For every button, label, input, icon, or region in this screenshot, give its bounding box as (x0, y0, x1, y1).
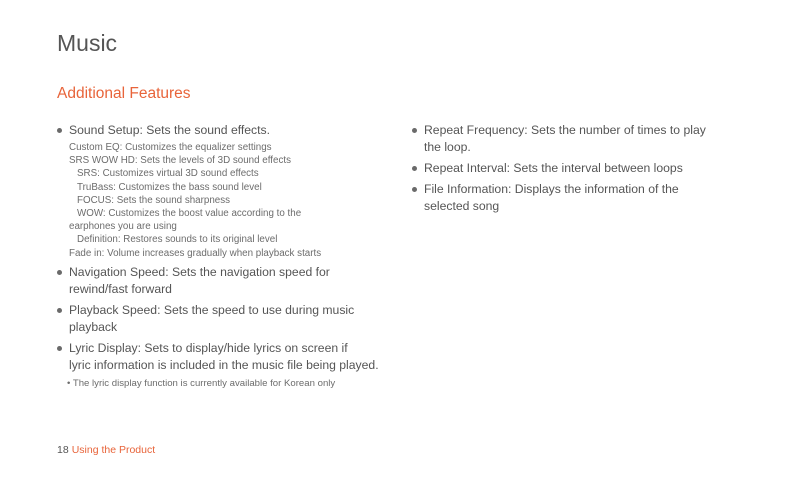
page-footer (57, 444, 155, 456)
file-information-line1: File Information: Displays the information of the (424, 182, 679, 196)
feature-item-repeat-interval (412, 160, 752, 177)
repeat-frequency-line2: the loop. (424, 140, 471, 154)
sub-item-focus: FOCUS: Sets the sound sharpness (77, 194, 231, 206)
sound-setup-label: Sound Setup: Sets the sound effects. (69, 123, 271, 137)
feature-item-repeat-frequency (412, 122, 752, 156)
repeat-interval-line1: Repeat Interval: Sets the interval between loops (424, 161, 683, 175)
sub-item-wow-cont: earphones you are using (69, 221, 177, 233)
repeat-frequency-line1: Repeat Frequency: Sets the number of times to play (424, 123, 706, 137)
feature-item-lyric-display (57, 340, 397, 390)
playback-speed-line2: playback (69, 319, 118, 334)
feature-item-file-information (412, 181, 752, 215)
feature-item-navigation-speed (57, 264, 397, 298)
sub-item-fade-in: Fade in: Volume increases gradually when playback starts (69, 247, 322, 259)
sub-item-trubass: TruBass: Customizes the bass sound level (77, 181, 262, 193)
sub-item-custom-eq: Custom EQ: Customizes the equalizer settings (69, 142, 272, 153)
feature-item-sound-setup (57, 122, 397, 260)
lyric-display-note: • The lyric display function is currently available for Korean only (67, 377, 336, 389)
sound-setup-sublist (69, 141, 397, 260)
left-feature-list (57, 122, 397, 394)
section-title: Additional Features (57, 85, 191, 102)
sub-item-wow: WOW: Customizes the boost value according to the (77, 208, 302, 220)
page-title: Music (57, 30, 118, 56)
playback-speed-line1: Playback Speed: Sets the speed to use during music (69, 302, 355, 317)
sub-item-srs-wow-hd: SRS WOW HD: Sets the levels of 3D sound effects (69, 155, 291, 167)
right-feature-list (412, 122, 752, 219)
navigation-speed-line1: Navigation Speed: Sets the navigation speed for (69, 264, 330, 279)
file-information-line2: selected song (424, 199, 500, 213)
feature-item-playback-speed (57, 302, 397, 336)
sub-item-definition: Definition: Restores sounds to its original level (77, 234, 278, 246)
page-number: 18 (57, 444, 69, 456)
lyric-display-line2: lyric information is included in the music file being played. (69, 357, 379, 372)
sub-item-srs: SRS: Customizes virtual 3D sound effects (77, 168, 259, 180)
footer-section-label: Using the Product (71, 444, 156, 456)
lyric-display-line1: Lyric Display: Sets to display/hide lyrics on screen if (69, 340, 348, 355)
navigation-speed-line2: rewind/fast forward (69, 281, 172, 296)
